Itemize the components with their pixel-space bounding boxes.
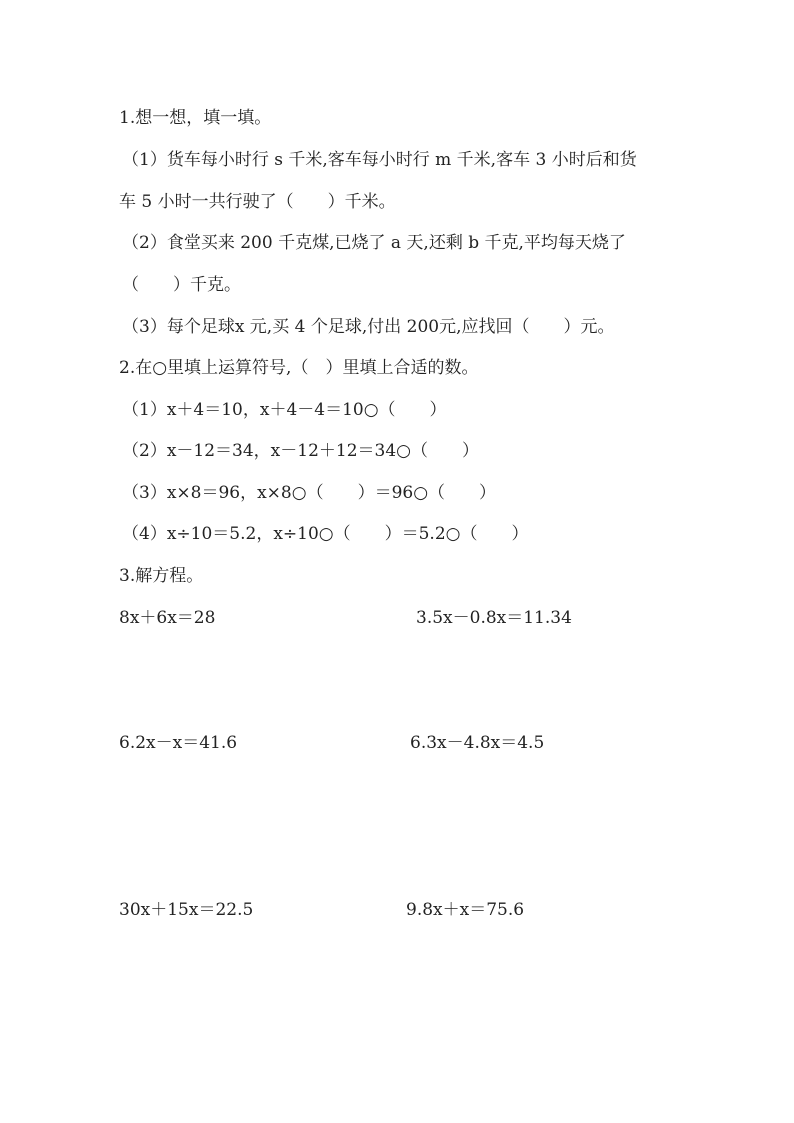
section2-title: 2.在○里填上运算符号,（ ）里填上合适的数。 xyxy=(119,358,479,378)
fill-item-2: （2）x－12＝34，x－12＋12＝34○（ ） xyxy=(122,441,479,461)
section1-title: 1.想一想，填一填。 xyxy=(119,108,272,128)
equation-3: 6.2x－x＝41.6 xyxy=(119,733,238,753)
equation-5: 30x＋15x＝22.5 xyxy=(119,900,254,920)
question1-line2: 车 5 小时一共行驶了（ ）千米。 xyxy=(119,192,396,212)
fill-item-4: （4）x÷10＝5.2，x÷10○（ ）＝5.2○（ ） xyxy=(122,524,529,544)
fill-item-3: （3）x×8＝96，x×8○（ ）＝96○（ ） xyxy=(122,483,497,503)
equation-4: 6.3x－4.8x＝4.5 xyxy=(410,733,545,753)
equation-1: 8x＋6x＝28 xyxy=(119,608,216,628)
equation-6: 9.8x＋x＝75.6 xyxy=(406,900,525,920)
question3: （3）每个足球x 元,买 4 个足球,付出 200元,应找回（ ）元。 xyxy=(122,317,615,337)
fill-item-1: （1）x＋4＝10，x＋4－4＝10○（ ） xyxy=(122,400,447,420)
question2-line2: （ ）千克。 xyxy=(122,275,241,295)
section3-title: 3.解方程。 xyxy=(119,566,204,586)
equation-2: 3.5x－0.8x＝11.34 xyxy=(416,608,572,628)
question1-line1: （1）货车每小时行 s 千米,客车每小时行 m 千米,客车 3 小时后和货 xyxy=(122,150,637,170)
question2-line1: （2）食堂买来 200 千克煤,已烧了 a 天,还剩 b 千克,平均每天烧了 xyxy=(122,233,626,253)
